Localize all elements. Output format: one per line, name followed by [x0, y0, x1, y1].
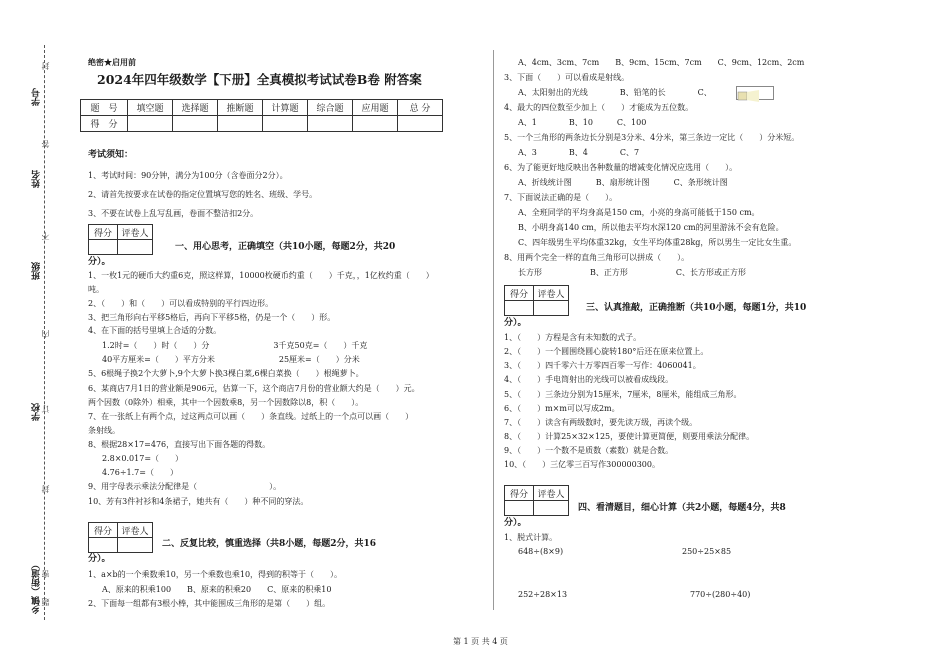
question-line: 9、（ ）一个数不是质数（素数）就是合数。 [504, 446, 674, 455]
grader-box [88, 224, 153, 255]
section-4-title: 四、看清题目，细心计算（共2小题，每题4分，共8 [578, 503, 786, 513]
question-line: 1、脱式计算。 [504, 533, 558, 542]
question-line: 1、（ ）方程是含有未知数的式子。 [504, 333, 642, 342]
section-2-title: 二、反复比较，慎重选择（共8小题，每题2分，共16 [162, 539, 377, 549]
grader-reviewer-label: 评卷人 [118, 225, 153, 240]
grader-reviewer-cell[interactable] [118, 240, 153, 255]
question-line: A、全班同学的平均身高是150 cm，小亮的身高可能低于150 cm。 [518, 208, 760, 217]
score-table-score-row [81, 116, 443, 132]
question-line: 9、用字母表示乘法分配律是（ ）。 [88, 482, 282, 491]
question-line: 10、（ ）三亿零三百写作300000300。 [504, 460, 660, 469]
margin-mark: 封 [41, 62, 50, 70]
section-2-title-cont: 分）。 [88, 554, 111, 564]
grader-score-cell[interactable] [505, 501, 534, 516]
question-line: 吨。 [88, 285, 104, 294]
score-cell[interactable] [398, 116, 443, 132]
question-line: A、1 B、10 C、100 [518, 118, 647, 127]
section-1-title: 一、用心思考，正确填空（共10小题，每题2分，共20 [175, 242, 396, 252]
question-line: 8、根据28×17=476，直接写出下面各题的得数。 [88, 440, 271, 449]
grader-reviewer-cell[interactable] [534, 301, 569, 316]
question-line: B、小明身高140 cm，所以他去平均水深120 cm的河里游泳不会有危险。 [518, 223, 784, 232]
question-line: 7、下面说法正确的是（ ）。 [504, 193, 618, 202]
score-cell[interactable] [218, 116, 263, 132]
grader-box [504, 485, 569, 516]
question-line: 4、在下面的括号里填上合适的分数。 [88, 326, 222, 335]
question-line: A、折线统计图 B、扇形统计图 C、条形统计图 [518, 178, 728, 187]
grader-box [504, 285, 569, 316]
margin-mark: 内 [41, 330, 50, 338]
question-line: 1、一枚1元的硬币大约重6克，照这样算，10000枚硬币约重（ ）千克，，1亿枚约重（ ） [88, 271, 434, 280]
grader-box [88, 522, 153, 553]
score-cell[interactable] [173, 116, 218, 132]
score-header-cell: 题 号 [81, 100, 128, 116]
grader-score-label: 得分 [89, 225, 118, 240]
question-line: 条射线。 [88, 426, 120, 435]
question-line: 2.8×0.017=（ ） [102, 454, 184, 463]
margin-mark: 封 [41, 485, 50, 493]
question-line: 8、（ ）计算25×32×125，要使计算更简便，则要用乘法分配律。 [504, 432, 755, 441]
section-4-title-cont: 分）。 [504, 518, 527, 528]
calc-expression: 250÷25×85 [682, 547, 732, 556]
grader-reviewer-label: 评卷人 [534, 486, 569, 501]
question-line: 5、6根绳子换2个大萝卜,9个大萝卜换3棵白菜,6棵白菜换（ ）根绳萝卜。 [88, 369, 364, 378]
score-header-cell: 总 分 [398, 100, 443, 116]
question-line: A、3 B、4 C、7 [518, 148, 640, 157]
notice-title: 考试须知： [88, 150, 134, 160]
flashlight-image [736, 86, 774, 100]
question-line: 10、芳有3件衬衫和4条裙子，她共有（ ）种不同的穿法。 [88, 497, 309, 506]
question-line: 6、为了能更好地反映出各种数量的增减变化情况应选用（ ）。 [504, 163, 738, 172]
question-line: 3、下面（ ）可以看成是射线。 [504, 73, 630, 82]
question-line: A、4cm、3cm、7cm B、9cm、15cm、7cm C、9cm、12cm、2cm [518, 58, 805, 67]
margin-label-school: 学校 [32, 403, 42, 421]
question-line: 2、（ ）一个圆围绕圆心旋转180°后还在原来位置上。 [504, 347, 709, 356]
calc-expression: 770÷(280÷40) [690, 590, 751, 599]
question-line: 2、（ ）和（ ）可以看成特别的平行四边形。 [88, 299, 274, 308]
score-header-cell: 推断题 [218, 100, 263, 116]
question-line: 长方形 B、正方形 C、长方形或正方形 [518, 268, 746, 277]
grader-score-cell[interactable] [505, 301, 534, 316]
grader-score-cell[interactable] [89, 240, 118, 255]
question-line: 6、某商店7月1日的营业额是906元，估算一下，这个商店7月份的营业额大约是（ ）元。 [88, 384, 420, 393]
score-table-header-row [81, 100, 443, 116]
notice-item: 3、不要在试卷上乱写乱画，卷面不整洁扣2分。 [88, 209, 259, 218]
question-line: 8、用两个完全一样的直角三角形可以拼成（ ）。 [504, 253, 690, 262]
question-line: A、原来的积乘100 B、原来的积乘20 C、原来的积乘10 [102, 585, 332, 594]
question-line: A、太阳射出的光线 B、铅笔的长 C、 [518, 88, 712, 97]
page-title: 2024年四年级数学【下册】全真模拟考试试卷B卷 附答案 [97, 72, 422, 87]
score-cell[interactable] [263, 116, 308, 132]
question-line: 两个因数（0除外）相乘，其中一个因数乘8，另一个因数除以8，积（ ）。 [88, 398, 364, 407]
score-cell[interactable] [353, 116, 398, 132]
grader-score-label: 得分 [505, 486, 534, 501]
section-1-title-cont: 分）。 [88, 257, 111, 267]
grader-reviewer-cell[interactable] [534, 501, 569, 516]
question-line: C、四年级男生平均体重32kg，女生平均体重28kg，所以男生一定比女生重。 [518, 238, 797, 247]
flashlight-icon [737, 90, 773, 102]
question-line: 1、a×b的一个乘数乘10，另一个乘数也乘10，得到的积等于（ ）。 [88, 570, 343, 579]
question-line: 3、（ ）四千零六十万零四百零一写作：4060041。 [504, 361, 701, 370]
margin-label-student-id: 学号 [32, 88, 42, 106]
question-line: 5、一个三角形的两条边长分别是3分米、4分米，第三条边一定比（ ）分米短。 [504, 133, 800, 142]
question-line: 5、（ ）三条边分别为15厘米，7厘米，8厘米，能组成三角形。 [504, 390, 742, 399]
secret-label: 绝密★启用前 [88, 57, 136, 67]
section-3-title-cont: 分）。 [504, 318, 527, 328]
calc-expression: 648÷(8×9) [518, 547, 564, 556]
question-line: 4、（ ）手电筒射出的光线可以被看成线段。 [504, 375, 674, 384]
question-line: 7、（ ）读含有两级数时，要先读万级，再读个级。 [504, 418, 698, 427]
question-line: 4、最大的四位数至少加上（ ）才能成为五位数。 [504, 103, 694, 112]
score-cell[interactable] [128, 116, 173, 132]
question-line: 3、把三角形向右平移5格后，再向下平移5格，仍是一个（ ）形。 [88, 313, 336, 322]
grader-reviewer-label: 评卷人 [534, 286, 569, 301]
score-header-cell: 选择题 [173, 100, 218, 116]
grader-reviewer-label: 评卷人 [118, 523, 153, 538]
grader-reviewer-cell[interactable] [118, 538, 153, 553]
question-line: 40平方厘米=（ ）平方分米 25厘米=（ ）分米 [102, 355, 360, 364]
grader-score-label: 得分 [505, 286, 534, 301]
section-3-title: 三、认真推敲，正确推断（共10小题，每题1分，共10 [586, 303, 807, 313]
question-line: 6、（ ）m×m可以写成2m。 [504, 404, 620, 413]
question-line: 1.2时=（ ）时（ ）分 3千克50克=（ ）千克 [102, 341, 368, 350]
score-header-cell: 应用题 [353, 100, 398, 116]
margin-mark: 答 [41, 140, 50, 148]
margin-mark: 订 [41, 405, 50, 413]
grader-score-label: 得分 [89, 523, 118, 538]
margin-label-class: 班级 [32, 262, 42, 280]
page-footer: 第 1 页 共 4 页 [453, 637, 508, 646]
calc-expression: 252÷28×13 [518, 590, 568, 599]
margin-mark: 不 [41, 232, 50, 240]
margin-label-township: 乡镇（街道） [32, 560, 42, 614]
score-header-cell: 计算题 [263, 100, 308, 116]
score-table [80, 99, 443, 132]
score-header-cell: 综合题 [308, 100, 353, 116]
question-line: 2、下面每一组都有3根小棒，其中能围成三角形的是第（ ）组。 [88, 599, 331, 608]
question-line: 4.76÷1.7=（ ） [102, 468, 178, 477]
notice-item: 2、请首先按要求在试卷的指定位置填写您的姓名、班级、学号。 [88, 190, 318, 199]
score-header-cell: 填空题 [128, 100, 173, 116]
score-cell[interactable] [308, 116, 353, 132]
notice-item: 1、考试时间：90分钟，满分为100分（含卷面分2分）。 [88, 171, 288, 180]
page-divider [493, 50, 494, 610]
score-row-label: 得 分 [81, 116, 128, 132]
question-line: 7、在一张纸上有两个点，过这两点可以画（ ）条直线。过纸上的一个点可以画（ ） [88, 412, 414, 421]
grader-score-cell[interactable] [89, 538, 118, 553]
margin-label-name: 姓名 [32, 170, 42, 188]
margin-mark: 密 [41, 570, 50, 578]
margin-mark: 题 [41, 598, 50, 606]
